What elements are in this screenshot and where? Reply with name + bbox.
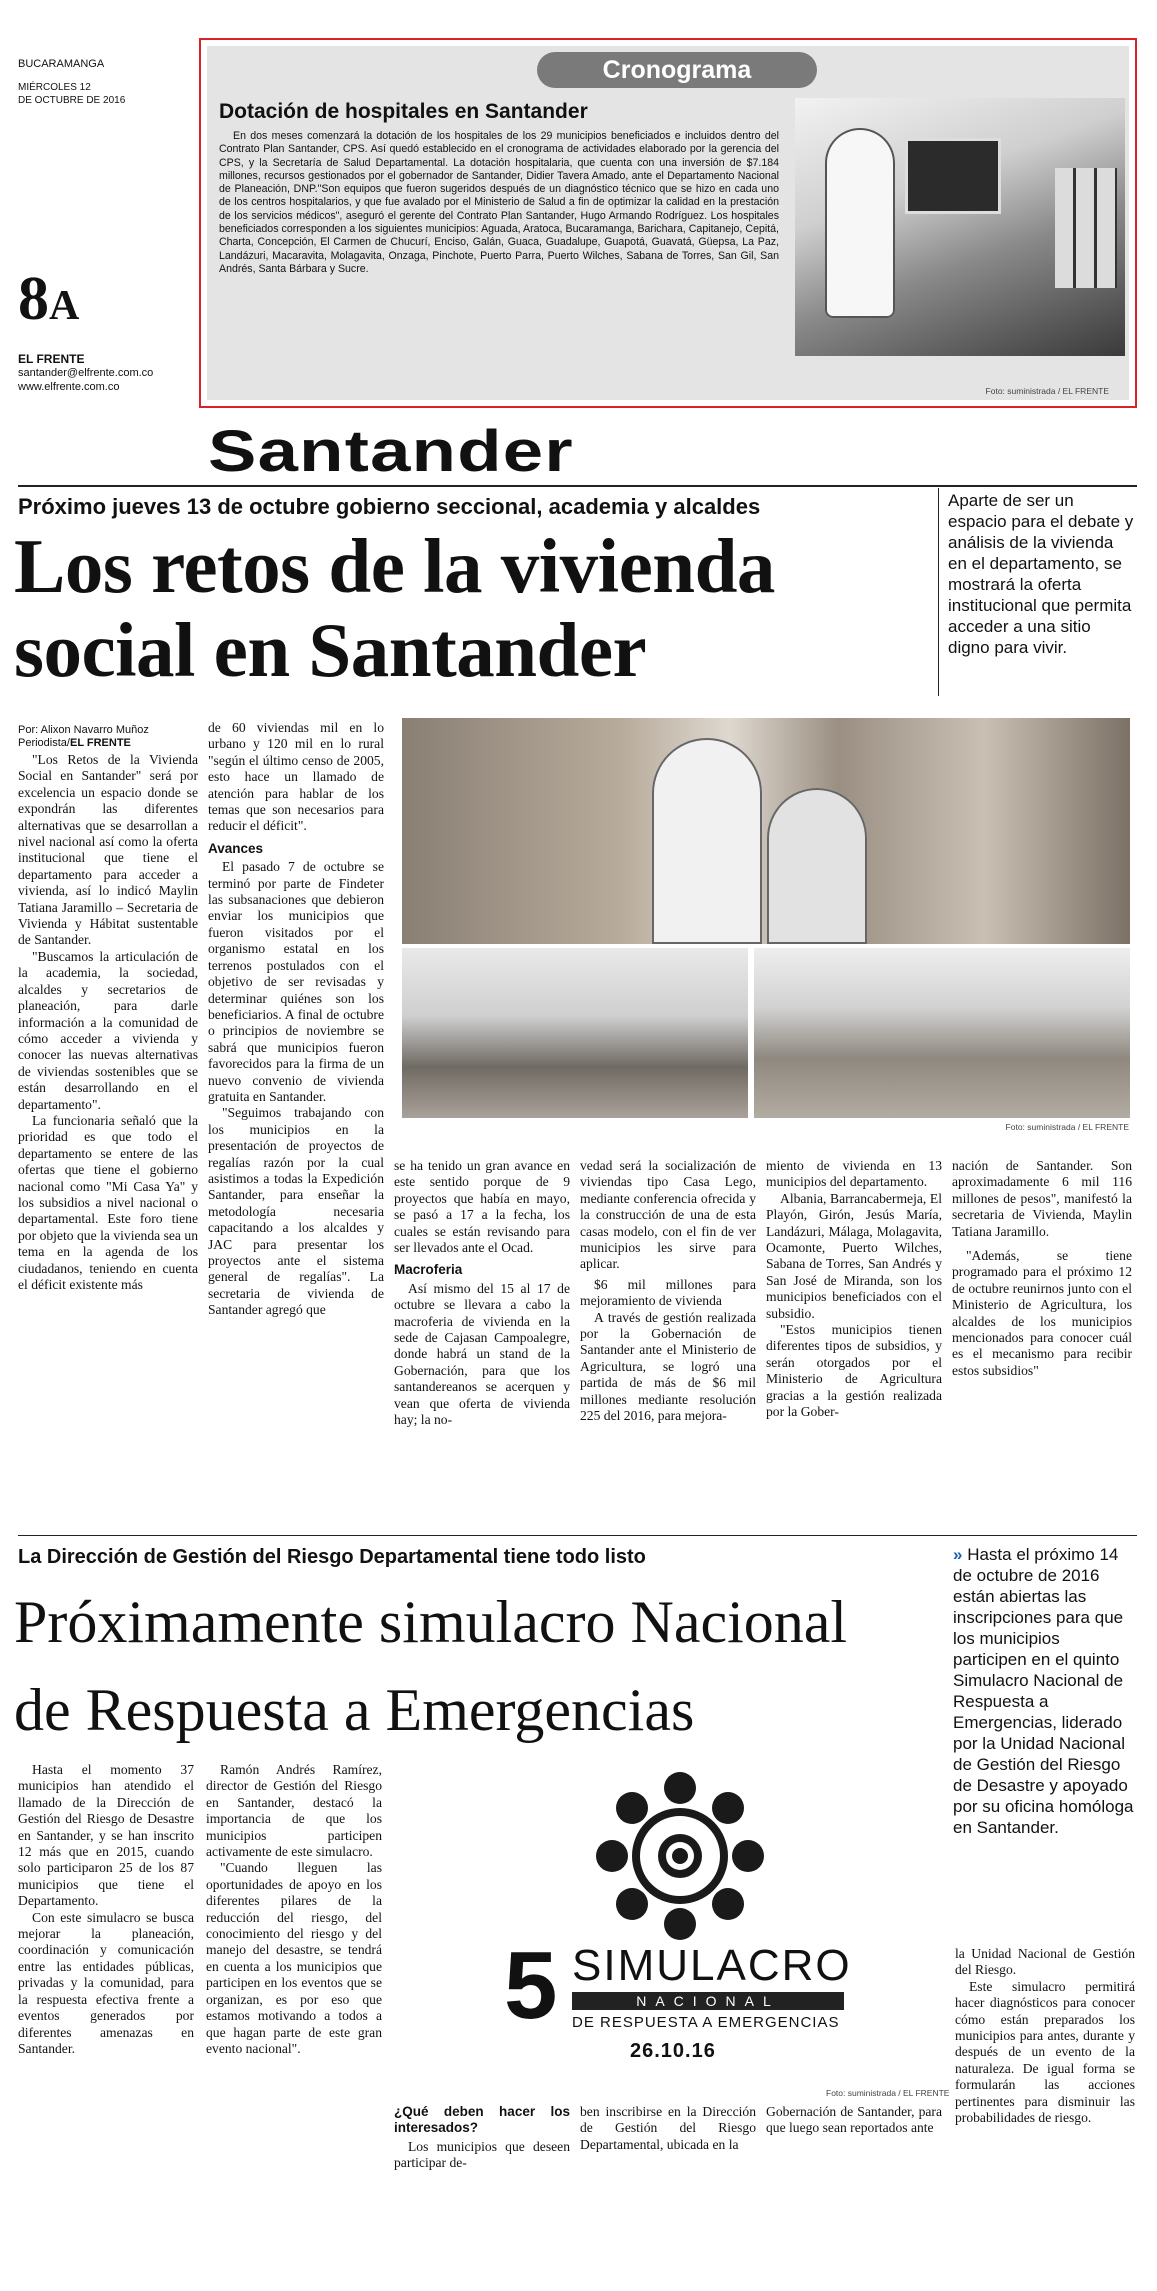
article2-col5 <box>766 2104 942 2137</box>
vivienda-photo-main <box>402 718 1130 944</box>
cronograma-body: En dos meses comenzará la dotación de los hospitales de los 29 municipios beneficiados e incluidos dentro del Contrato Plan Santander, CPS. Así quedó establecido en el cronograma de actividades elaborado por la gerencia del CPS, y la Secretaría de Salud Departamental. La dotación hospitalaria, que cuenta con una inversión de $7.184 millones, recursos gestionados por el gobernador de Santander, Didier Tavera Amado, ante el Departamento Nacional de Planeación, DNP."Son equipos que fueron sugeridos después de un diagnóstico técnico que se hizo en cada uno de los centros hospitalarios, y que fue avalado por el Ministerio de Salud a fin de optimizar la calidad en la prestación de los servicios médicos", aseguró el gerente del Contrato Plan Santander, Hugo Armando Rodríguez. Los hospitales beneficiados corresponden a los siguientes municipios: Aguada, Aratoca, Bucaramanga, Barichara, Capitanejo, Cepitá, Charta, Concepción, El Carmen de Chucurí, Enciso, Galán, Guaca, Guadalupe, Guapotá, Guavatá, Güepsa, La Paz, Landázuri, Macaravita, Molagavita, Onzaga, Pinchote, Puerto Parra, Puerto Wilches, Sabana de Torres, San Gil, San Andrés, Santa Bárbara y Sucre. <box>219 130 779 275</box>
subhead-macroferia: Macroferia <box>394 1262 463 1278</box>
website-link[interactable]: www.elfrente.com.co <box>18 381 120 393</box>
logo-word: SIMULACRO <box>572 1941 852 1990</box>
simulacro-emblem-icon <box>500 1756 860 1956</box>
article1-sidebar: Aparte de ser un espacio para el debate y análisis de la vivienda en el departamento, se mostrará la oferta institucional que permita acceder a una sitio digno para vivir. <box>948 491 1134 657</box>
cronograma-tab: Cronograma <box>537 52 817 88</box>
paragraph: "Cuando lleguen las oportunidades de apoyo en los diferentes pilares de la reducción del riesgo, del conocimiento del riesgo y del manejo del desastre, se tendrá en cuenta a los municipios que participen en los eventos que se organizan, es por eso que estamos motivando a todos a que hagan parte de este gran evento nacional". <box>206 1860 382 2056</box>
paragraph: ben inscribirse en la Dirección de Gestión del Riesgo Departamental, ubicada en la <box>580 2104 756 2152</box>
paragraph: se ha tenido un gran avance en este sentido porque de 9 proyectos que había en mayo, se pasó a 17 a la fecha, los cuales se están revisando para ser llevados ante el Ocad. <box>394 1158 570 1256</box>
cronograma-title: Dotación de hospitales en Santander <box>219 100 588 123</box>
page-number-letter: A <box>49 283 80 329</box>
article2-col4 <box>580 2104 756 2153</box>
article1-col2 <box>208 720 384 1319</box>
hospital-photo <box>795 98 1125 356</box>
article1-col1 <box>18 752 198 1293</box>
paragraph: Así mismo del 15 al 17 de octubre se llevara a cabo la macroferia de vivienda en la sede de Cajasan Campoalegre, donde habrá un stand de la Gobernación, para que los santandereanos se acerquen y vean que oferta de vivienda hay; la no- <box>394 1280 570 1428</box>
cronograma-photo-credit: Foto: suministrada / EL FRENTE <box>985 386 1109 396</box>
article2-col1 <box>18 1762 194 2057</box>
date-line: DE OCTUBRE DE 2016 <box>18 95 126 106</box>
logo-number: 5 <box>504 1932 558 2039</box>
logo-date: 26.10.16 <box>630 2040 716 2062</box>
headline-line: Los retos de la vivienda <box>14 523 775 609</box>
article-divider <box>18 1535 1137 1536</box>
article2-col3 <box>394 2104 570 2172</box>
article2-kicker: La Dirección de Gestión del Riesgo Departamental tiene todo listo <box>18 1546 646 1568</box>
article2-col6 <box>955 1946 1135 2126</box>
byline-paper: EL FRENTE <box>69 737 131 749</box>
paper-name: EL FRENTE <box>18 352 85 366</box>
headline-line: Próximamente simulacro Nacional <box>14 1589 848 1655</box>
article1-sidebar-rule <box>938 488 939 696</box>
article1-col3 <box>394 1158 570 1429</box>
logo-sub: DE RESPUESTA A EMERGENCIAS <box>572 2014 840 2031</box>
photo-monitor <box>905 138 1001 214</box>
cronograma-box <box>199 38 1137 408</box>
paragraph: Ramón Andrés Ramírez, director de Gestión del Riesgo en Santander, destacó la importancia de que los municipios participen activamente de este simulacro. <box>206 1762 382 1860</box>
paragraph: "Los Retos de la Vivienda Social en Santander" será por excelencia un espacio donde se expondrán las diferentes alternativas que se desarrollan a nivel nacional así como la oferta institucional que tiene el departamento para acceder a vivienda, así lo indicó Maylin Tatiana Jaramillo – Secretaria de Vivienda y Hábitat sustentable de Santander. <box>18 752 198 948</box>
article1-col4 <box>580 1158 756 1425</box>
paragraph: Albania, Barrancabermeja, El Playón, Girón, Jesús María, Landázuri, Málaga, Molagavita, Ocamonte, Puerto Wilches, Sabana de Torres, San Andrés y San José de Miranda, son los municipios beneficiados con el subsidio. <box>766 1190 942 1321</box>
paragraph: "Buscamos la articulación de la academia, la sociedad, alcaldes y secretarios de planeación, para darle información a la comunidad de cómo acceder a vivienda y conocer las nuevas alternativas de viviendas sostenibles que se están desarrollando en el departamento". <box>18 948 198 1112</box>
byline-name: Por: Alixon Navarro Muñoz <box>18 724 149 736</box>
page-number-digit: 8 <box>18 265 49 333</box>
article1-col5 <box>766 1158 942 1421</box>
subhead-avances: Avances <box>208 840 264 856</box>
article1-kicker: Próximo jueves 13 de octubre gobierno seccional, academia y alcaldes <box>18 494 761 519</box>
paragraph: miento de vivienda en 13 municipios del departamento. <box>766 1158 942 1190</box>
article2-sidebar <box>953 1544 1135 1838</box>
logo-nacional: NACIONAL <box>572 1992 844 2010</box>
paragraph: "Estos municipios tienen diferentes tipos de subsidios, y serán otorgados por el Ministerio de Agricultura gracias a la gestión realizada por la Gober- <box>766 1322 942 1420</box>
paragraph: nación de Santander. Son aproximadamente 6 mil 116 millones de pesos", manifestó la secretaria de Vivienda, Maylin Tatiana Jaramillo. <box>952 1158 1132 1239</box>
vivienda-photo-right <box>754 948 1130 1118</box>
email-link[interactable]: santander@elfrente.com.co <box>18 367 154 379</box>
vivienda-photo-left <box>402 948 748 1118</box>
logo-credit: Foto: suministrada / EL FRENTE <box>826 2088 950 2098</box>
paragraph: Con este simulacro se busca mejorar la planeación, coordinación y comunicación entre las entidades públicas, privadas y la comunidad, para la respuesta efectiva frente a eventos generados por diferentes amenazas en Santander. <box>18 1909 194 2056</box>
byline-role: Periodista/ <box>18 737 70 749</box>
city: BUCARAMANGA <box>18 58 105 70</box>
simulacro-logo <box>500 1756 860 2086</box>
sidebar-text: Hasta el próximo 14 de octubre de 2016 están abiertas las inscripciones para que los municipios participen en el quinto Simulacro Nacional de Respuesta a Emergencias, liderado por la Unidad Nacional de Gestión del Riesgo de Desastre y apoyado por su oficina homóloga en Santander. <box>953 1545 1134 1837</box>
date-line: MIÉRCOLES 12 <box>18 82 91 93</box>
article1-col6 <box>952 1158 1132 1379</box>
section-title: Santander <box>208 419 574 484</box>
byline <box>18 724 198 750</box>
headline-line: social en Santander <box>14 607 647 693</box>
headline-line: de Respuesta a Emergencias <box>14 1677 695 1743</box>
article1-photo-credit: Foto: suministrada / EL FRENTE <box>1005 1122 1129 1132</box>
sidebar-arrow-icon: » <box>953 1545 963 1564</box>
paragraph: de 60 viviendas mil en lo urbano y 120 mil en lo rural "según el último censo de 2005, esto hace un llamado de atención para hablar de los temas que son necesarios para reducir el déficit". <box>208 720 384 834</box>
paragraph: $6 mil millones para mejoramiento de vivienda <box>580 1276 756 1309</box>
page-number <box>18 265 80 337</box>
paragraph: El pasado 7 de octubre se terminó por parte de Findeter las subsanaciones que debieron enviar los municipios que fueron visitados por el organismo estatal en los terrenos postulados con el objetivo de ser revisadas y determinar quiénes son los beneficiarios. A final de octubre o principios de noviembre se sabrá que municipios fueron favorecidos para la firma de un nuevo convenio de vivienda gratuita en Santander. <box>208 859 384 1104</box>
section-rule <box>18 485 1137 487</box>
photo-person <box>767 788 867 944</box>
paragraph: Hasta el momento 37 municipios han atendido el llamado de la Dirección de Gestión del Riesgo de Desastre en Santander, y se han inscrito 12 más que en 2015, cuando solo participaron 25 de los 87 municipios que tiene el Departamento. <box>18 1762 194 1909</box>
contact-block <box>18 352 153 394</box>
article2-col2 <box>206 1762 382 2057</box>
paragraph: Gobernación de Santander, para que luego sean reportados ante <box>766 2104 942 2136</box>
paragraph: Los municipios que deseen participar de- <box>394 2138 570 2171</box>
paragraph: A través de gestión realizada por la Gobernación de Santander ante el Ministerio de Agricultura, se logró una partida de más de $6 mil millones mediante resolución 225 del 2016, para mejora- <box>580 1309 756 1424</box>
paragraph: "Además, se tiene programado para el próximo 12 de octubre reunirnos junto con el Ministerio de Agricultura, los alcaldes de los municipios mencionados para conocer cuál es el mecanismo para recibir estos subsidios" <box>952 1248 1132 1378</box>
paragraph: Este simulacro permitirá hacer diagnósticos para conocer cómo están preparados los municipios para antes, durante y después de un evento de la naturaleza. De igual forma se formularán las acciones pertinentes para disminuir las probabilidades de riesgo. <box>955 1978 1135 2126</box>
photo-person <box>652 738 762 944</box>
paragraph: vedad será la socialización de viviendas tipo Casa Lego, mediante conferencia ofrecida y la construcción de una de esta casas modelo, con el fin de ver municipios les sirve para aplicar. <box>580 1158 756 1272</box>
cronograma-inner <box>207 46 1129 400</box>
paragraph: "Seguimos trabajando con los municipios en la presentación de proyectos de regalías razón por la cual asistimos a todas la Expedición Santander, para enseñar la metodología necesaria capacitando a los alcaldes y JAC para presentar los proyectos ante el sistema general de regalías". La secretaria de vivienda de Santander agregó que <box>208 1105 384 1318</box>
article2-headline <box>14 1578 847 1754</box>
photo-figure <box>825 128 895 318</box>
article1-headline <box>14 524 775 692</box>
paragraph: La funcionaria señaló que la prioridad es que todo el departamento se entere de las ofertas que tiene el gobierno nacional como "Mi Casa Ya" y los subsidios a nivel nacional o departamental. Este foro tiene por objeto que la vivienda sea un tema en la agenda de los ciudadanos, teniendo en cuenta el déficit existente más <box>18 1112 198 1292</box>
subhead-interesados: ¿Qué deben hacer los interesados? <box>394 2104 570 2136</box>
photo-binders <box>1055 168 1117 288</box>
dateline <box>18 58 125 107</box>
paragraph: la Unidad Nacional de Gestión del Riesgo. <box>955 1946 1135 1978</box>
